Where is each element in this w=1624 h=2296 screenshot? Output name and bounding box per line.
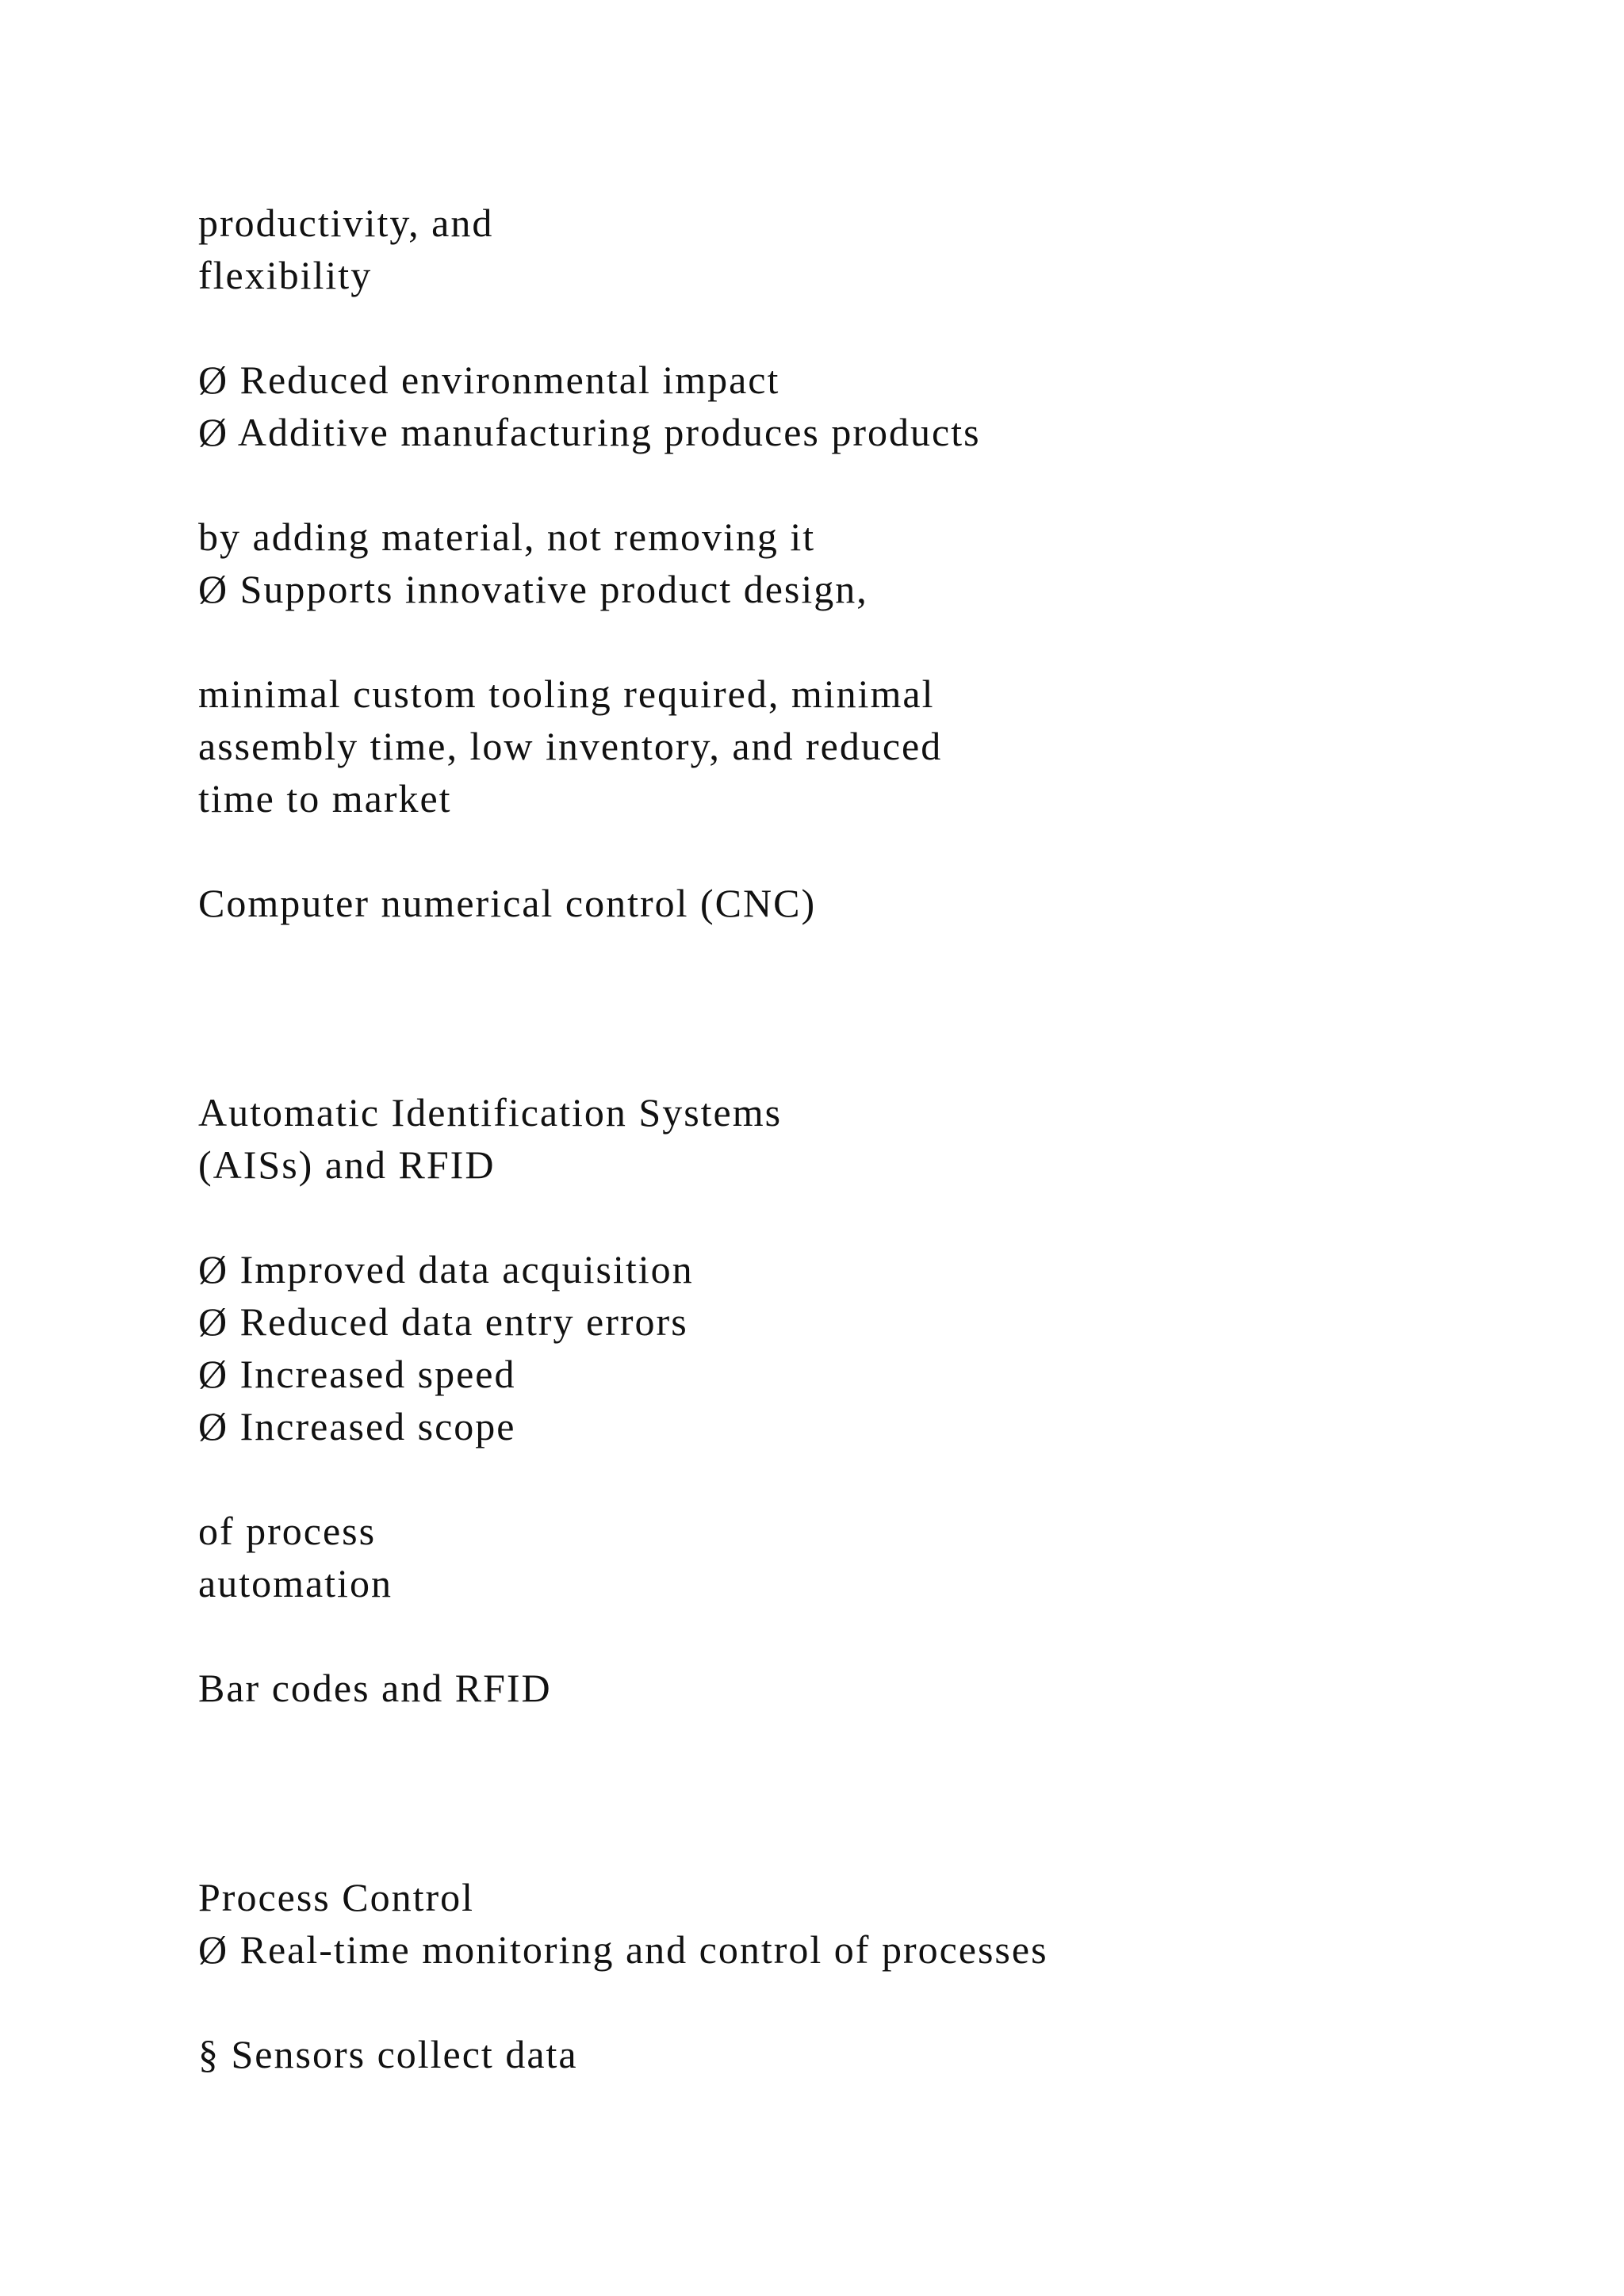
section-heading: Automatic Identification Systems	[198, 1090, 783, 1135]
bullet-line: Ø Real-time monitoring and control of processes	[198, 1927, 1048, 1972]
text-line: time to market	[198, 776, 452, 821]
bullet-line: Ø Increased scope	[198, 1404, 516, 1448]
text-line: flexibility	[198, 253, 373, 297]
sub-bullet-line: § Sensors collect data	[198, 2032, 578, 2076]
bullet-line: Ø Improved data acquisition	[198, 1247, 694, 1292]
text-line: of process	[198, 1509, 377, 1553]
section-heading: Process Control	[198, 1875, 475, 1919]
section-heading: (AISs) and RFID	[198, 1142, 496, 1187]
text-line: automation	[198, 1561, 393, 1605]
text-line: productivity, and	[198, 201, 494, 245]
section-heading: Bar codes and RFID	[198, 1666, 552, 1710]
bullet-line: Ø Reduced environmental impact	[198, 358, 780, 402]
bullet-line: Ø Increased speed	[198, 1352, 516, 1396]
text-line: by adding material, not removing it	[198, 515, 816, 559]
bullet-line: Ø Supports innovative product design,	[198, 567, 868, 611]
text-line: assembly time, low inventory, and reduced	[198, 724, 943, 768]
section-heading: Computer numerical control (CNC)	[198, 881, 817, 925]
bullet-line: Ø Additive manufacturing produces products	[198, 410, 981, 454]
text-line: minimal custom tooling required, minimal	[198, 672, 935, 716]
bullet-line: Ø Reduced data entry errors	[198, 1299, 688, 1344]
